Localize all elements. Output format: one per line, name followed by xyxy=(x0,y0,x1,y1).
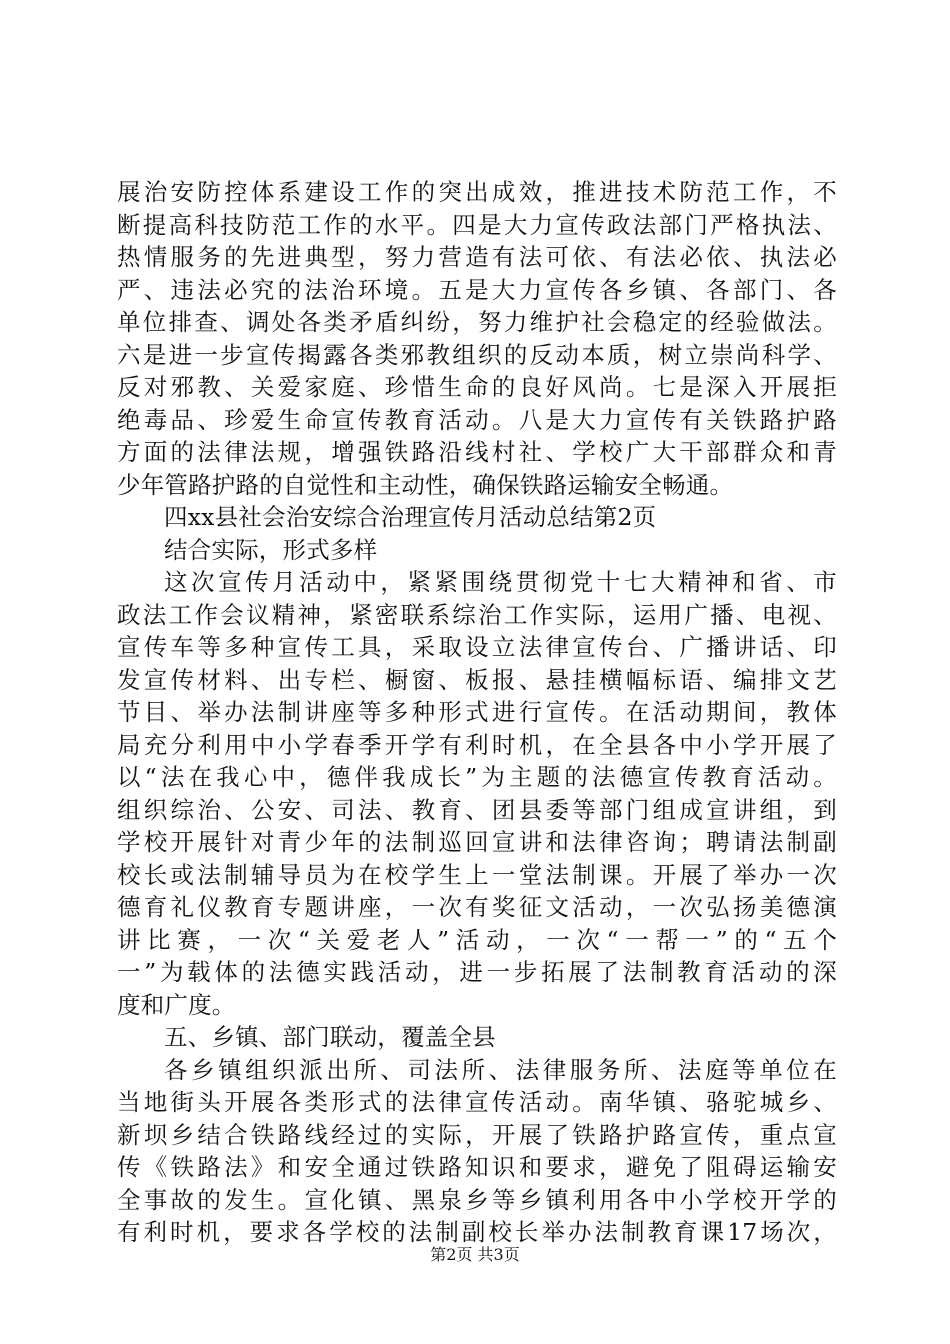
text-line: 绝毒品、珍爱生命宣传教育活动。八是大力宣传有关铁路护路 xyxy=(117,405,837,434)
text-line: 有利时机，要求各学校的法制副校长举办法制教育课17场次， xyxy=(117,1218,837,1246)
text-line: 以“法在我心中，德伴我成长”为主题的法德宣传教育活动。 xyxy=(117,763,837,791)
section-heading: 四xx县社会治安综合治理宣传月活动总结第2页 xyxy=(164,503,657,531)
text-line: 各乡镇组织派出所、司法所、法律服务所、法庭等单位在 xyxy=(164,1055,837,1084)
text-line: 发宣传材料、出专栏、橱窗、板报、悬挂横幅标语、编排文艺 xyxy=(117,665,837,694)
text-line: 局充分利用中小学春季开学有利时机，在全县各中小学开展了 xyxy=(117,730,837,759)
text-line: 热情服务的先进典型，努力营造有法可依、有法必依、执法必 xyxy=(117,243,837,271)
text-line: 讲比赛，一次“关爱老人”活动，一次“一帮一”的“五个 xyxy=(117,925,837,954)
text-line: 一”为载体的法德实践活动，进一步拓展了法制教育活动的深 xyxy=(117,958,837,986)
section-heading: 五、乡镇、部门联动，覆盖全县 xyxy=(164,1023,496,1051)
text-line: 新坝乡结合铁路线经过的实际，开展了铁路护路宣传，重点宣 xyxy=(117,1120,837,1149)
text-line: 政法工作会议精神，紧密联系综治工作实际，运用广播、电视、 xyxy=(117,600,837,629)
page-footer: 第2页 共3页 xyxy=(430,1245,520,1264)
text-line: 度和广度。 xyxy=(117,990,236,1019)
text-line: 单位排查、调处各类矛盾纠纷，努力维护社会稳定的经验做法。 xyxy=(117,308,837,336)
text-line: 六是进一步宣传揭露各类邪教组织的反动本质，树立崇尚科学、 xyxy=(117,340,837,369)
text-line: 全事故的发生。宣化镇、黑泉乡等乡镇利用各中小学校开学的 xyxy=(117,1185,837,1214)
text-line: 德育礼仪教育专题讲座，一次有奖征文活动，一次弘扬美德演 xyxy=(117,893,837,921)
text-line: 这次宣传月活动中，紧紧围绕贯彻党十七大精神和省、市 xyxy=(164,568,837,596)
text-line: 方面的法律法规，增强铁路沿线村社、学校广大干部群众和青 xyxy=(117,438,837,466)
text-line: 少年管路护路的自觉性和主动性，确保铁路运输安全畅通。 xyxy=(117,470,734,499)
text-line: 组织综治、公安、司法、教育、团县委等部门组成宣讲组，到 xyxy=(117,795,837,824)
document-body xyxy=(117,176,837,1249)
text-line: 宣传车等多种宣传工具，采取设立法律宣传台、广播讲话、印 xyxy=(117,633,837,661)
text-line: 反对邪教、关爱家庭、珍惜生命的良好风尚。七是深入开展拒 xyxy=(117,373,837,401)
text-line: 当地街头开展各类形式的法律宣传活动。南华镇、骆驼城乡、 xyxy=(117,1088,837,1116)
text-line: 展治安防控体系建设工作的突出成效，推进技术防范工作，不 xyxy=(117,178,837,206)
text-line: 断提高科技防范工作的水平。四是大力宣传政法部门严格执法、 xyxy=(117,210,837,239)
text-line: 校长或法制辅导员为在校学生上一堂法制课。开展了举办一次 xyxy=(117,860,837,889)
text-line: 传《铁路法》和安全通过铁路知识和要求，避免了阻碍运输安 xyxy=(117,1153,837,1181)
text-line: 严、违法必究的法治环境。五是大力宣传各乡镇、各部门、各 xyxy=(117,275,837,304)
text-line: 学校开展针对青少年的法制巡回宣讲和法律咨询；聘请法制副 xyxy=(117,828,837,856)
text-line: 节目、举办法制讲座等多种形式进行宣传。在活动期间，教体 xyxy=(117,698,837,726)
section-heading: 结合实际，形式多样 xyxy=(164,535,378,564)
